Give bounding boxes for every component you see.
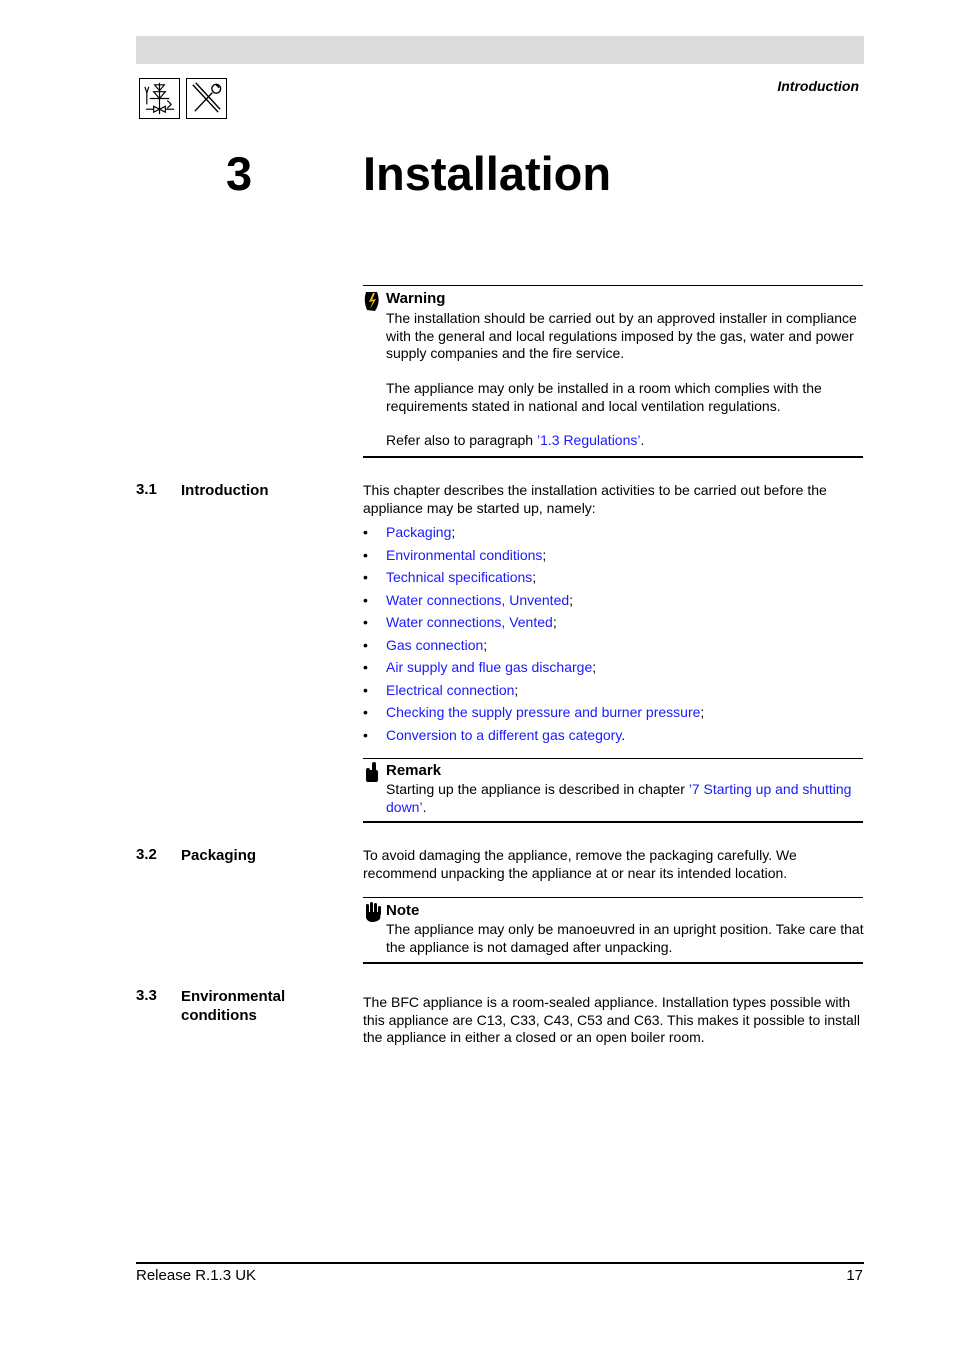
- electrical-connection-link[interactable]: Electrical connection: [386, 681, 515, 698]
- intro-text: This chapter describes the installation activities to be carried out before the appliance may be started up, namely:: [363, 482, 827, 516]
- note-text: The appliance may only be manoeuvred in an upright position. Take care that the appliance is not damaged after unpacking.: [386, 921, 864, 955]
- note-title: Note: [386, 902, 420, 919]
- packaging-link[interactable]: Packaging: [386, 524, 452, 540]
- warning-title: Warning: [386, 290, 446, 307]
- tools-icon: [186, 78, 227, 119]
- chapter-number: 3: [226, 147, 253, 200]
- list-item: • Water connections, Vented;: [363, 614, 557, 630]
- environmental-conditions-link[interactable]: Environmental conditions: [386, 546, 543, 563]
- section-3-1-number: 3.1: [136, 481, 157, 498]
- warning-paragraph-3: Refer also to paragraph ’1.3 Regulations’.: [386, 432, 645, 448]
- list-item: • Checking the supply pressure and burner pressure;: [363, 704, 705, 720]
- gas-connection-link[interactable]: Gas connection: [386, 636, 484, 653]
- remark-text: Starting up the appliance is described in chapter ’7 Starting up and shutting down’.: [386, 781, 852, 815]
- warning-paragraph-1: The installation should be carried out by an approved installer in compliance with the general and local regulations imposed by the gas, water and power supply companies and the fire service.: [386, 310, 857, 361]
- list-item: • Conversion to a different gas category.: [363, 726, 626, 743]
- remark-box: [363, 758, 863, 823]
- warning-paragraph-2: The appliance may only be installed in a room which complies with the requirements stated in national and local ventilation regulations.: [386, 380, 822, 414]
- supply-pressure-link[interactable]: Checking the supply pressure and burner pressure: [386, 704, 701, 720]
- water-unvented-link[interactable]: Water connections, Unvented: [386, 591, 570, 608]
- note-box: [363, 897, 863, 964]
- pointing-hand-icon: [363, 761, 382, 783]
- technical-specifications-link[interactable]: Technical specifications: [386, 569, 533, 585]
- footer-rule: [136, 1262, 864, 1264]
- running-head: Introduction: [777, 78, 859, 94]
- packaging-text: To avoid damaging the appliance, remove the packaging carefully. We recommend unpacking the appliance at or near its intended location.: [363, 847, 797, 881]
- section-3-1-title: Introduction: [181, 482, 269, 499]
- gas-category-link[interactable]: Conversion to a different gas category: [386, 726, 622, 743]
- warning-box: [363, 285, 863, 458]
- footer-release: Release R.1.3 UK: [136, 1267, 257, 1284]
- water-vented-link[interactable]: Water connections, Vented: [386, 614, 553, 630]
- list-item: • Air supply and flue gas discharge;: [363, 659, 597, 675]
- section-3-2-title: Packaging: [181, 847, 257, 864]
- section-3-2-number: 3.2: [136, 846, 157, 863]
- starting-up-link[interactable]: ’7 Starting up and shutting: [688, 781, 852, 797]
- air-supply-link[interactable]: Air supply and flue gas discharge: [386, 659, 593, 675]
- chapter-title: Installation: [363, 147, 612, 200]
- stop-hand-icon: [363, 901, 382, 923]
- list-item: • Environmental conditions;: [363, 546, 547, 563]
- page-number: 17: [846, 1267, 863, 1284]
- list-item: • Electrical connection;: [363, 681, 519, 698]
- remark-title: Remark: [386, 762, 442, 779]
- warning-lightning-icon: [363, 290, 382, 312]
- list-item: • Packaging;: [363, 524, 456, 540]
- contents-list: [363, 522, 863, 747]
- gas-installation-icon: [139, 78, 180, 119]
- environment-text: The BFC appliance is a room-sealed appliance. Installation types possible with this appliance are C13, C33, C43, C53 and C63. This makes it possible to install the appliance in either a closed or an open boiler room.: [363, 994, 861, 1045]
- section-3-3-title: Environmental conditions: [181, 988, 286, 1024]
- list-item: • Water connections, Unvented;: [363, 591, 574, 608]
- list-item: • Gas connection;: [363, 636, 488, 653]
- regulations-link[interactable]: ’1.3 Regulations’: [536, 432, 641, 448]
- starting-up-link-continued[interactable]: down’: [386, 798, 423, 815]
- list-item: • Technical specifications;: [363, 569, 537, 585]
- header-bar: [136, 36, 864, 64]
- section-3-3-number: 3.3: [136, 987, 157, 1004]
